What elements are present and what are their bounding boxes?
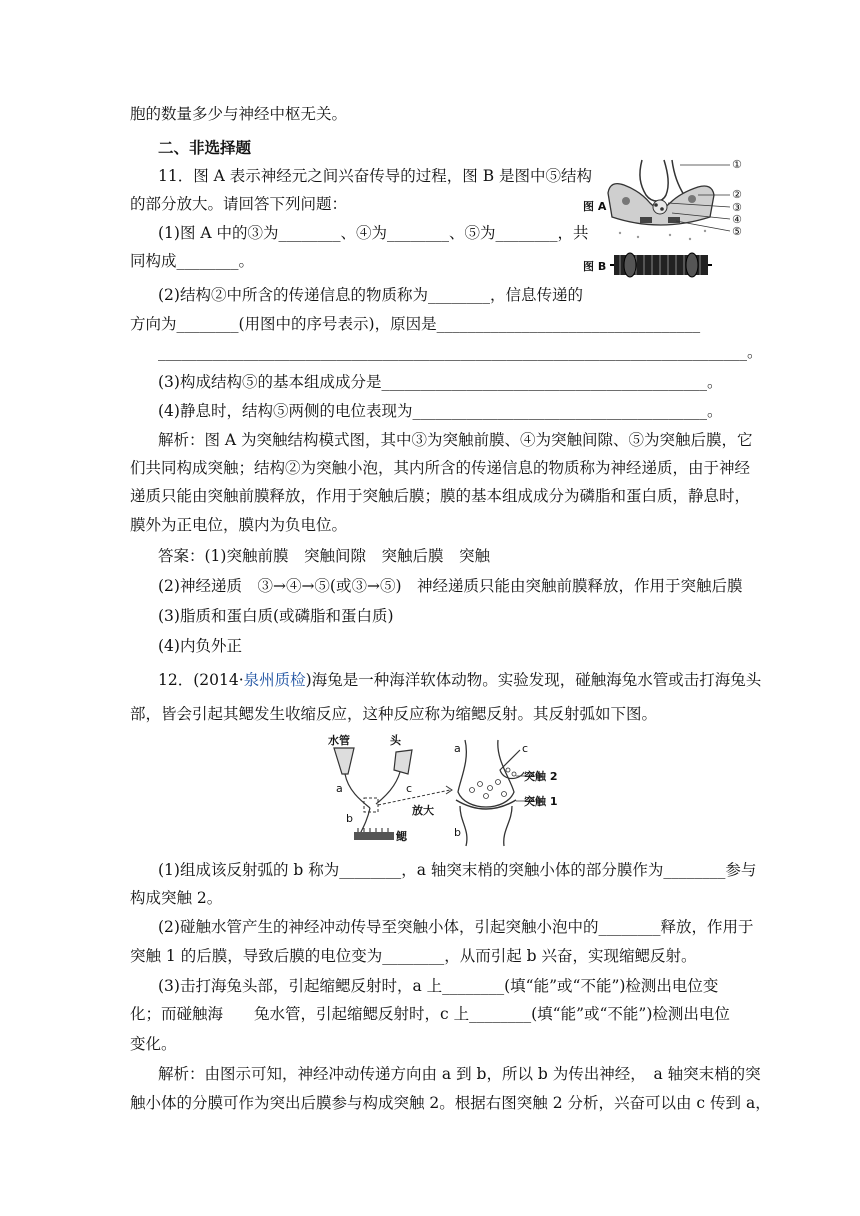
label-b: b bbox=[346, 812, 353, 825]
text-line: 的部分放大。请回答下列问题： bbox=[130, 195, 348, 213]
text-line: 方向为________(用图中的序号表示)，原因是__________________________________ bbox=[130, 315, 701, 333]
question-11-part2: (2)结构②中所含的传递信息的物质称为________，信息传递的 bbox=[158, 286, 583, 304]
explanation-12: 触小体的分膜可作为突出后膜参与构成突触 2。根据右图突触 2 分析，兴奋可以由 c 传到 a， bbox=[130, 1094, 771, 1112]
label-synapse-1: 突触 1 bbox=[524, 795, 558, 808]
text-line: 构成突触 2。 bbox=[130, 889, 223, 907]
label-head: 头 bbox=[390, 734, 401, 747]
answer-11: (4)内负外正 bbox=[158, 637, 242, 655]
explanation-11: 们共同构成突触；结构②为突触小泡，其内所含的传递信息的物质称为神经递质，由于神经 bbox=[130, 459, 751, 477]
question-11-part3: (3)构成结构⑤的基本组成成分是__________________________________________。 bbox=[158, 373, 723, 391]
explanation-11: 递质只能由突触前膜释放，作用于突触后膜；膜的基本组成成分为磷脂和蛋白质，静息时， bbox=[130, 487, 751, 505]
label-3: ③ bbox=[732, 201, 742, 214]
label-enlarge: 放大 bbox=[412, 804, 434, 817]
label-b-enlarged: b bbox=[454, 826, 461, 839]
question-11-part4: (4)静息时，结构⑤两侧的电位表现为______________________________________。 bbox=[158, 402, 723, 420]
figure-synapse bbox=[580, 155, 755, 280]
figure-b-label: 图 B bbox=[583, 260, 607, 273]
label-5: ⑤ bbox=[732, 225, 742, 238]
text-line: 同构成________。 bbox=[130, 252, 255, 270]
question-12-part2: (2)碰触水管产生的神经冲动传导至突触小体，引起突触小泡中的________释放，作用于 bbox=[158, 918, 754, 936]
figure-a-label: 图 A bbox=[583, 200, 607, 213]
figure-reflex-arc bbox=[320, 730, 570, 848]
question-11-stem: 11．图 A 表示神经元之间兴奋传导的过程，图 B 是图中⑤结构 bbox=[158, 167, 593, 185]
label-4: ④ bbox=[732, 213, 742, 226]
label-a-enlarged: a bbox=[454, 742, 461, 755]
question-12-stem bbox=[158, 670, 761, 690]
label-c-enlarged: c bbox=[522, 742, 529, 755]
answer-11: 答案：(1)突触前膜 突触间隙 突触后膜 突触 bbox=[158, 547, 490, 565]
synapse-drawing bbox=[580, 155, 755, 280]
question-12-text: )海兔是一种海洋软体动物。实验发现，碰触海兔水管或击打海兔头 bbox=[305, 671, 762, 689]
section-heading: 二、非选择题 bbox=[158, 138, 252, 157]
question-12-number: 12．(2014· bbox=[158, 671, 244, 689]
explanation-11: 解析：图 A 为突触结构模式图，其中③为突触前膜、④为突触间隙、⑤为突触后膜，它 bbox=[158, 431, 753, 449]
label-a: a bbox=[336, 782, 343, 795]
label-synapse-2: 突触 2 bbox=[524, 770, 558, 783]
text-line: 变化。 bbox=[130, 1035, 177, 1053]
label-c: c bbox=[406, 782, 413, 795]
text-line: 突触 1 的后膜，导致后膜的电位变为________，从而引起 b 兴奋，实现缩鳃反射。 bbox=[130, 947, 697, 965]
text-line: 胞的数量多少与神经中枢无关。 bbox=[130, 105, 348, 123]
label-1: ① bbox=[732, 158, 742, 171]
explanation-12: 解析：由图示可知，神经冲动传递方向由 a 到 b，所以 b 为传出神经， a 轴突末梢的突 bbox=[158, 1065, 761, 1083]
label-gill: 鳃 bbox=[396, 830, 407, 843]
answer-11: (3)脂质和蛋白质(或磷脂和蛋白质) bbox=[158, 607, 394, 625]
source-link[interactable]: 泉州质检 bbox=[243, 671, 306, 689]
text-line: 部，皆会引起其鳃发生收缩反应，这种反应称为缩鳃反射。其反射弧如下图。 bbox=[130, 705, 658, 723]
text-line: ____________________________________________________________________________。 bbox=[158, 343, 763, 361]
label-2: ② bbox=[732, 188, 742, 201]
explanation-11: 膜外为正电位，膜内为负电位。 bbox=[130, 516, 348, 534]
text-line: 化；而碰触海 兔水管，引起缩鳃反射时，c 上________(填“能”或“不能”)检测出电位 bbox=[130, 1005, 730, 1023]
label-water-tube: 水管 bbox=[328, 734, 350, 747]
question-12-part3: (3)击打海兔头部，引起缩鳃反射时，a 上________(填“能”或“不能”)检测出电位变 bbox=[158, 977, 719, 995]
reflex-arc-drawing bbox=[320, 730, 570, 848]
question-11-part1: (1)图 A 中的③为________、④为________、⑤为________，共 bbox=[158, 224, 589, 242]
question-12-part1: (1)组成该反射弧的 b 称为________，a 轴突末梢的突触小体的部分膜作为________参与 bbox=[158, 861, 757, 879]
answer-11: (2)神经递质 ③→④→⑤(或③→⑤) 神经递质只能由突触前膜释放，作用于突触后膜 bbox=[158, 577, 743, 595]
